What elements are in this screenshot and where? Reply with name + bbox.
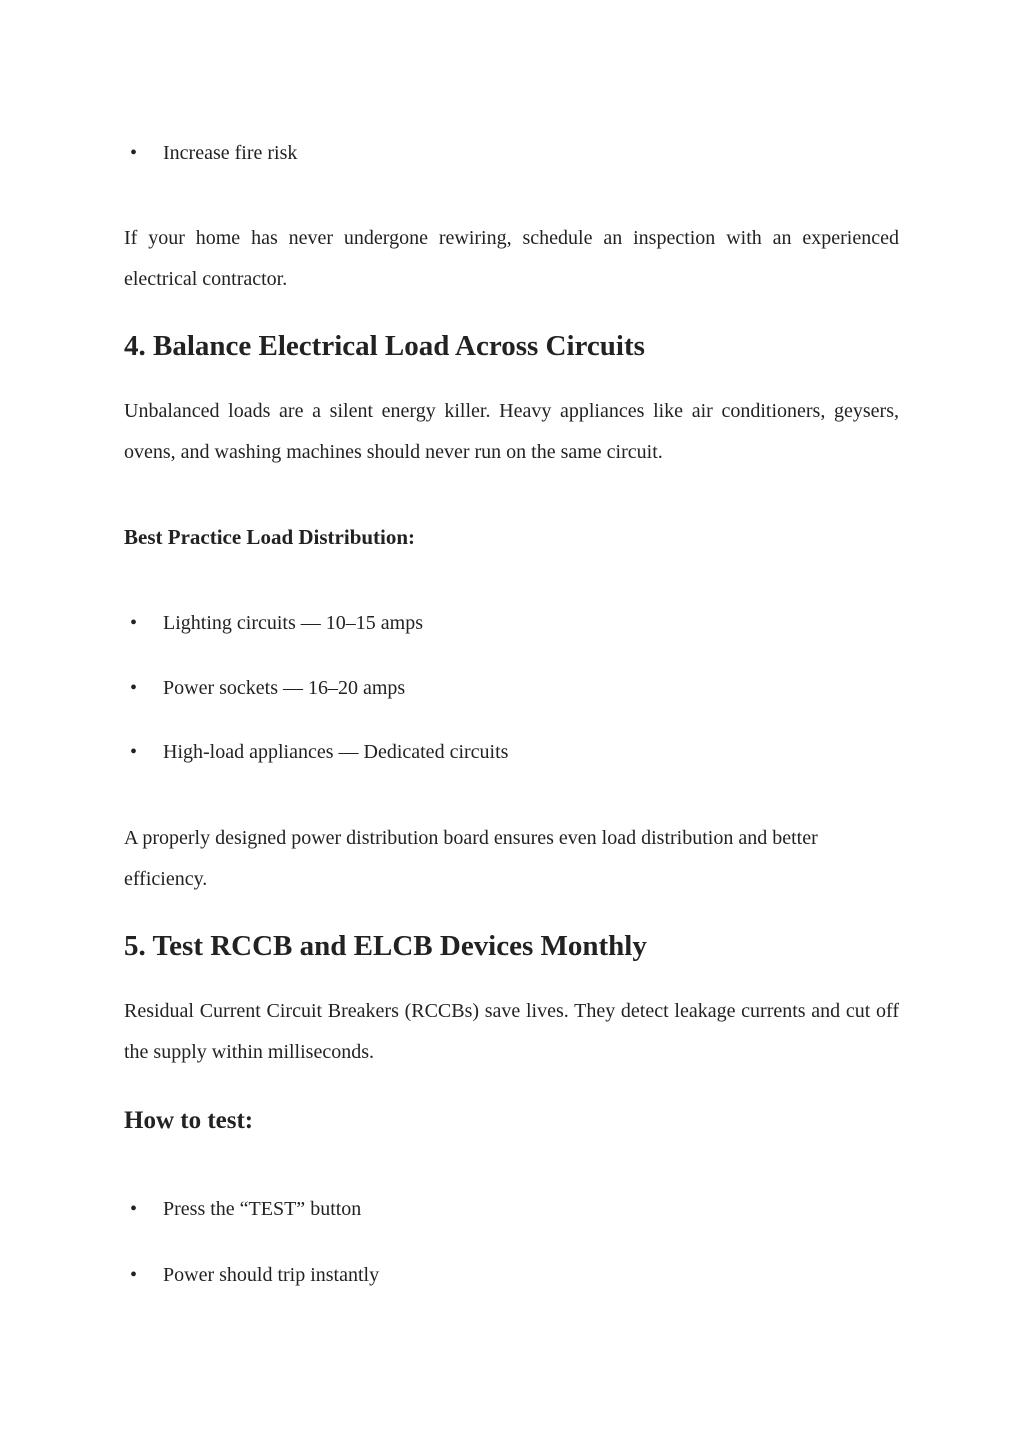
list-item-text: Power sockets — 16–20 amps	[163, 677, 406, 699]
subheading: How to test:	[124, 1107, 254, 1134]
list-item: • Press the “TEST” button	[130, 1198, 362, 1220]
list-item: • Increase fire risk	[130, 142, 298, 164]
list-item: • Power should trip instantly	[130, 1264, 380, 1286]
list-item-text: Increase fire risk	[163, 142, 298, 164]
paragraph: Unbalanced loads are a silent energy killer. Heavy appliances like air conditioners, geysers, ovens, and washing machines should never run on the same circuit.	[124, 400, 899, 463]
list-item-text: Power should trip instantly	[163, 1264, 380, 1286]
section-heading: 5. Test RCCB and ELCB Devices Monthly	[124, 930, 647, 962]
list-item-text: Lighting circuits — 10–15 amps	[163, 612, 423, 634]
list-item: • High-load appliances — Dedicated circuits	[130, 741, 509, 763]
list-item-text: High-load appliances — Dedicated circuits	[163, 741, 509, 763]
paragraph: A properly designed power distribution board ensures even load distribution and better efficiency.	[124, 827, 818, 890]
paragraph: Residual Current Circuit Breakers (RCCBs) save lives. They detect leakage currents and cut off the supply within milliseconds.	[124, 1000, 899, 1063]
list-item: • Power sockets — 16–20 amps	[130, 677, 406, 699]
section-heading: 4. Balance Electrical Load Across Circuits	[124, 330, 645, 362]
subheading: Best Practice Load Distribution:	[124, 525, 416, 549]
list-item: • Lighting circuits — 10–15 amps	[130, 612, 423, 634]
list-item-text: Press the “TEST” button	[163, 1198, 362, 1220]
paragraph: If your home has never undergone rewiring, schedule an inspection with an experienced electrical contractor.	[124, 227, 899, 290]
